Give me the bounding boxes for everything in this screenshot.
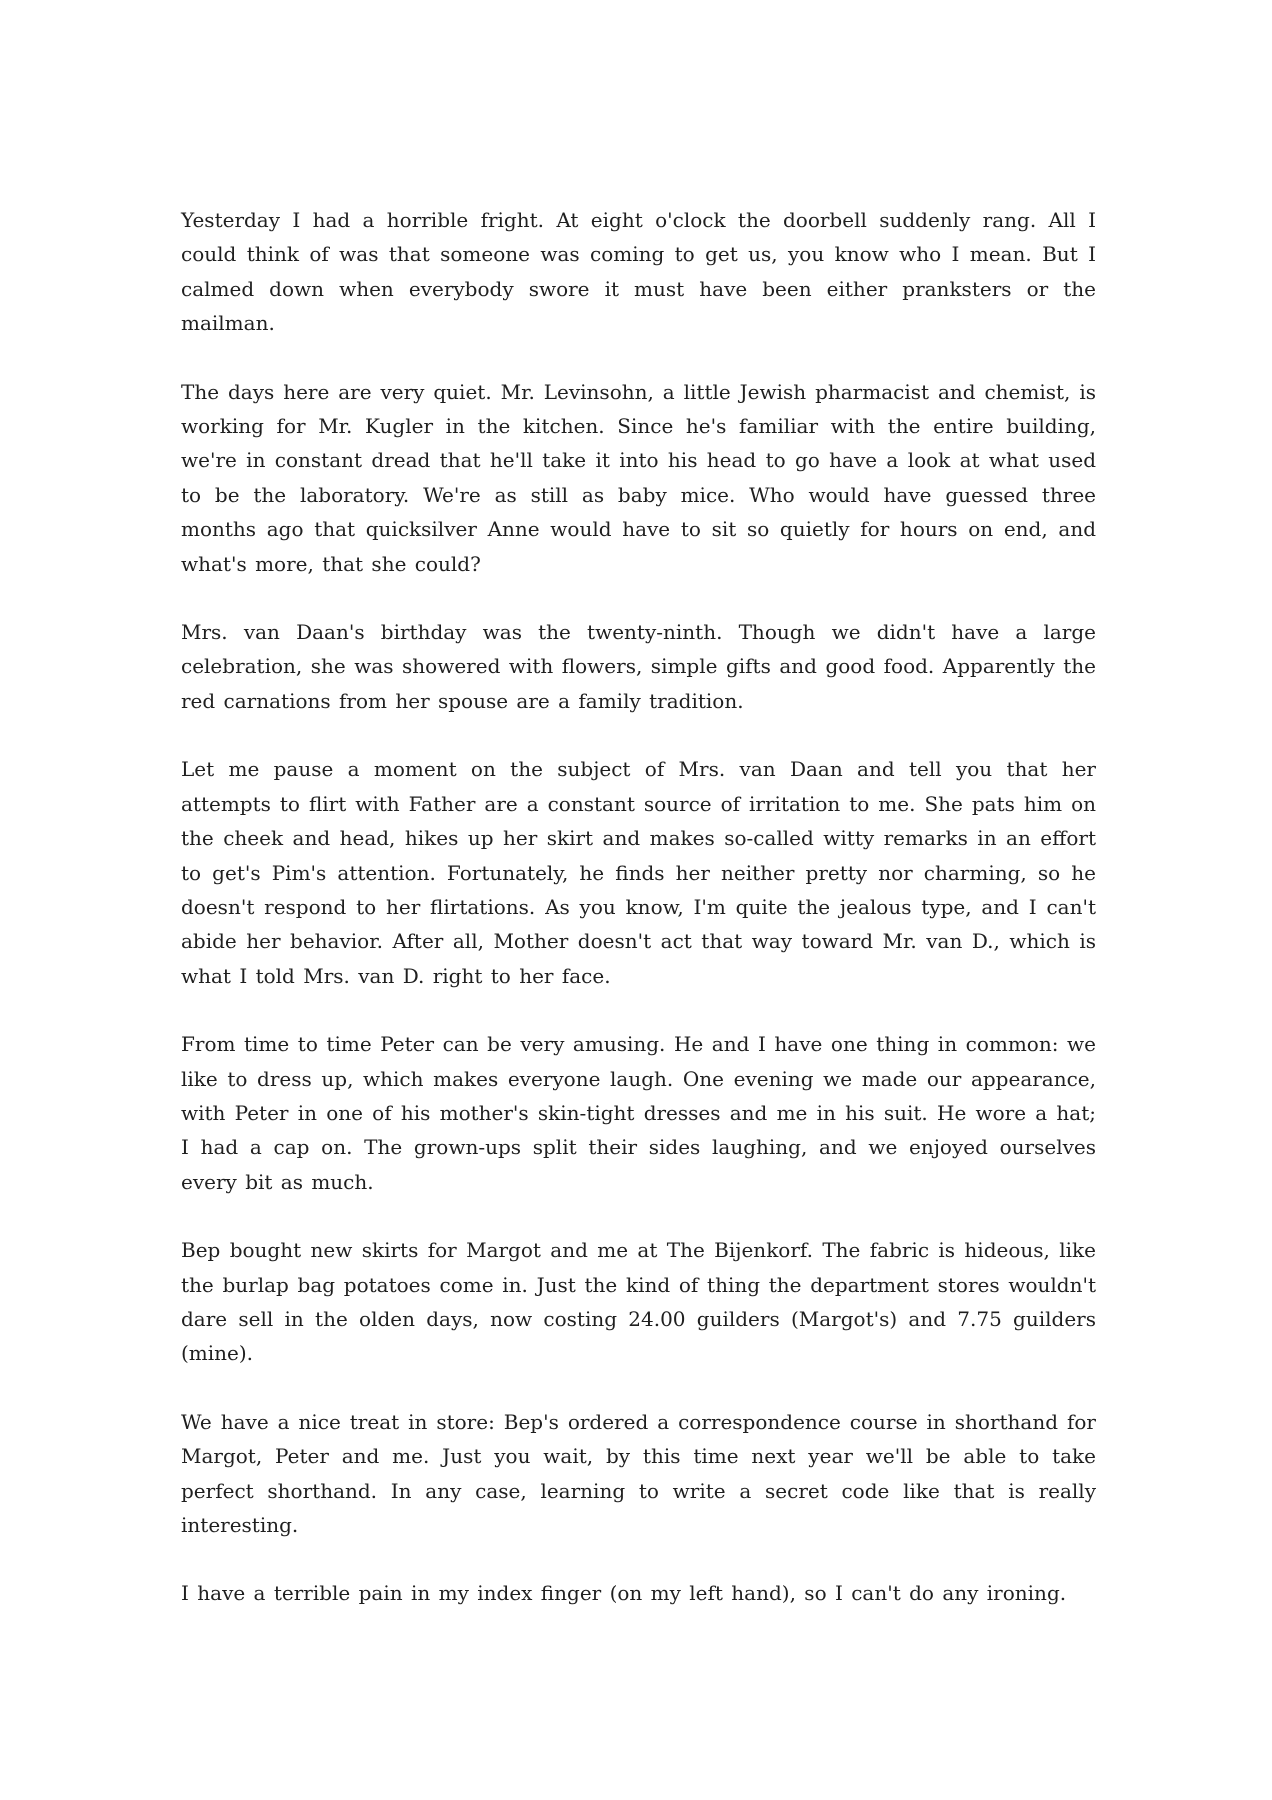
paragraph-mrs-van-daan: Let me pause a moment on the subject of Mrs. van Daan and tell you that her attempts to flirt with Father are a constant source of irritation to me. She pats him on the cheek and head, hikes up her skirt and makes so-called witty remarks in an effort to get's Pim's attention. Fortunately, he finds her neither pretty nor charming, so he doesn't respond to her flirtations. As you know, I'm quite the jealous type, and I can't abide her behavior. After all, Mother doesn't act that way toward Mr. van D., which is what I told Mrs. van D. right to her face.	[181, 757, 1096, 988]
paragraph-quiet-days: The days here are very quiet. Mr. Levinsohn, a little Jewish pharmacist and chemist, is working for Mr. Kugler in the kitchen. Since he's familiar with the entire building, we're in constant dread that he'll take it into his head to go have a look at what used to be the laboratory. We're as still as baby mice. Who would have guessed three months ago that quicksilver Anne would have to sit so quietly for hours on end, and what's more, that she could?	[181, 379, 1096, 576]
paragraph-finger-pain: I have a terrible pain in my index finger (on my left hand), so I can't do any ironing.	[181, 1581, 1067, 1606]
body-text	[181, 203, 1096, 1611]
paragraph-new-skirts: Bep bought new skirts for Margot and me at The Bijenkorf. The fabric is hideous, like the burlap bag potatoes come in. Just the kind of thing the department stores wouldn't dare sell in the olden days, now costing 24.00 guilders (Margot's) and 7.75 guilders (mine).	[181, 1238, 1096, 1366]
paragraph-peter-dress-up: From time to time Peter can be very amusing. He and I have one thing in common: we like to dress up, which makes everyone laugh. One evening we made our appearance, with Peter in one of his mother's skin-tight dresses and me in his suit. He wore a hat; I had a cap on. The grown-ups split their sides laughing, and we enjoyed ourselves every bit as much.	[181, 1032, 1096, 1194]
paragraph-doorbell-fright: Yesterday I had a horrible fright. At eight o'clock the doorbell suddenly rang. All I could think of was that someone was coming to get us, you know who I mean. But I calmed down when everybody swore it must have been either pranksters or the mailman.	[181, 208, 1096, 336]
paragraph-shorthand-course: We have a nice treat in store: Bep's ordered a correspondence course in shorthand for Margot, Peter and me. Just you wait, by this time next year we'll be able to take perfect shorthand. In any case, learning to write a secret code like that is really interesting.	[181, 1409, 1096, 1537]
paragraph-birthday: Mrs. van Daan's birthday was the twenty-ninth. Though we didn't have a large celebration, she was showered with flowers, simple gifts and good food. Apparently the red carnations from her spouse are a family tradition.	[181, 620, 1096, 713]
